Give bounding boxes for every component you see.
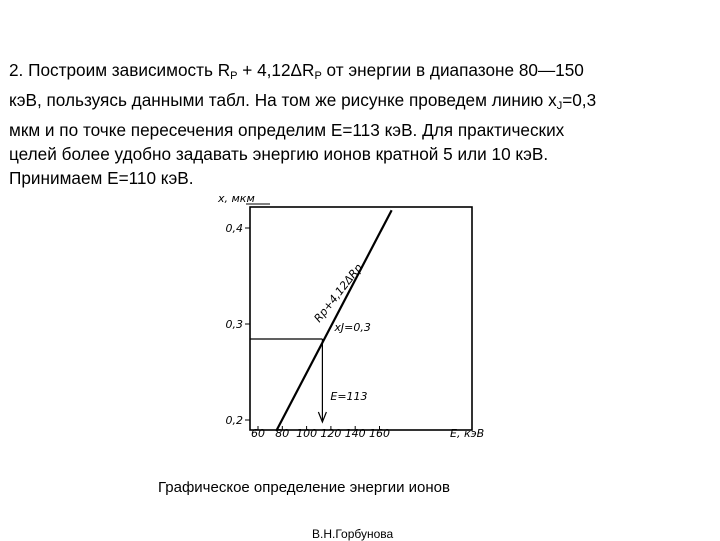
x-tick-label: 80 [275,427,290,440]
line-2: кэВ, пользуясь данными табл. На том же рисунке проведем линию $x_J=0,3$ [9,90,597,112]
y-tick-label: 0,4 [225,222,243,235]
x-ticks [251,426,390,440]
energy-chart [200,185,500,450]
x-tick-label: 160 [369,427,390,440]
line-5: Принимаем Е=110 кэВ. [9,168,194,188]
line-3: мкм и по точке пересечения определим Е=113 кэВ. Для практических [9,120,565,140]
x-axis-label: E, кэВ [450,427,485,440]
line-4: целей более удобно задавать энергию ионов кратной 5 или 10 кэВ. [9,144,549,164]
xj-label: xJ=0,3 [334,321,371,334]
annotations [250,321,371,422]
figure-caption: Графическое определение энергии ионов [158,479,450,496]
body-paragraph [9,58,709,190]
x-tick-label: 60 [251,427,265,440]
series-label: Rp+4,12ΔRp [311,261,366,325]
x-tick-label: 140 [344,427,366,440]
y-tick-label: 0,3 [225,318,243,331]
x-tick-label: 100 [296,427,318,440]
line-1: 2. Построим зависимость $R_P + 4,12\Delta R_P$ от энергии в диапазоне 80—150 [9,60,584,82]
y-axis-label: x, мкм [218,192,255,205]
y-ticks [226,222,251,427]
energy-label: E=113 [330,390,368,403]
author-footer: В.Н.Горбунова [312,527,394,541]
y-tick-label: 0,2 [225,414,243,427]
x-tick-label: 120 [320,427,342,440]
